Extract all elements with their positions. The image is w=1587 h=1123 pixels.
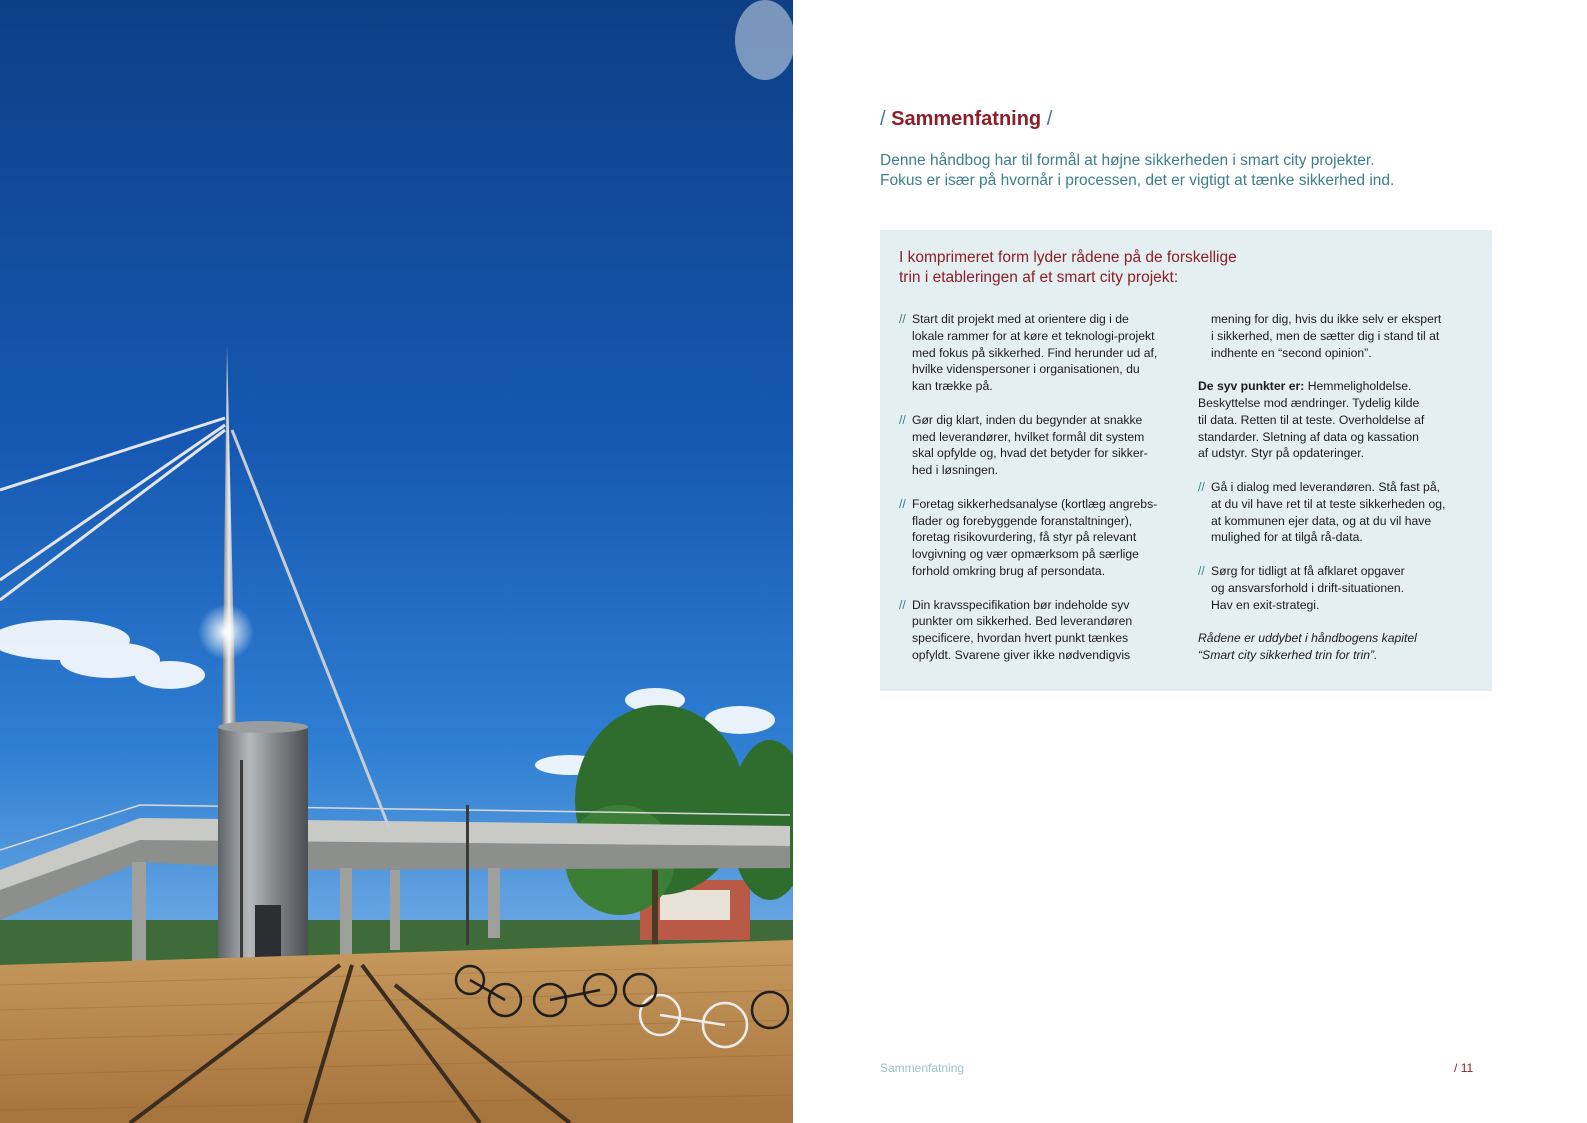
seven-points-line: standarder. Sletning af data og kassation xyxy=(1198,429,1419,444)
advice-line: Hav en exit-strategi. xyxy=(1211,597,1320,612)
bullet-mark: // xyxy=(1198,479,1205,494)
advice-line: indhente en “second opinion”. xyxy=(1211,345,1372,360)
seven-points-label: De syv punkter er: xyxy=(1198,379,1305,394)
advice-line: kan trække på. xyxy=(912,379,993,394)
advice-line: Start dit projekt med at orientere dig i de xyxy=(912,312,1129,326)
advice-item xyxy=(899,412,1184,479)
advice-line: i sikkerhed, men de sætter dig i stand til at xyxy=(1211,328,1440,343)
box-title-line: trin i etableringen af et smart city projekt: xyxy=(899,269,1179,286)
title-text: Sammenfatning xyxy=(891,108,1042,130)
advice-line: at kommunen ejer data, og at du vil have xyxy=(1211,513,1432,528)
summary-column-right xyxy=(1198,311,1483,664)
summary-box-title xyxy=(899,248,1399,288)
bullet-mark: // xyxy=(899,597,906,612)
chapter-reference-note xyxy=(1198,630,1483,664)
advice-item xyxy=(1198,563,1483,613)
sun-flare xyxy=(198,604,254,660)
page-number-value: 11 xyxy=(1460,1061,1474,1075)
lamp-post xyxy=(240,760,243,960)
advice-line: at du vil have ret til at teste sikkerheden og, xyxy=(1211,496,1446,511)
advice-line: Gå i dialog med leverandøren. Stå fast på, xyxy=(1211,479,1440,494)
summary-box xyxy=(880,230,1492,691)
advice-line: hvilke videnspersoner i organisationen, du xyxy=(912,362,1140,377)
cover-photo xyxy=(0,0,793,1123)
intro-paragraph xyxy=(880,151,1520,191)
running-footer-section: Sammenfatning xyxy=(880,1061,965,1075)
note-line: Rådene er uddybet i håndbogens kapitel xyxy=(1198,631,1417,646)
bullet-mark: // xyxy=(899,496,906,511)
seven-points-first: Hemmeligholdelse. xyxy=(1304,379,1412,394)
advice-line: flader og forebyggende foranstaltninger), xyxy=(912,513,1133,528)
advice-item xyxy=(899,311,1184,395)
note-line: “Smart city sikkerhed trin for trin”. xyxy=(1198,647,1378,662)
seven-points-paragraph xyxy=(1198,378,1483,462)
title-slash-open: / xyxy=(880,108,886,130)
advice-line: skal opfylde og, hvad det betyder for sikker- xyxy=(912,446,1148,461)
advice-line: Gør dig klart, inden du begynder at snakke xyxy=(912,412,1143,427)
advice-line: forhold omkring brug af persondata. xyxy=(912,563,1106,578)
advice-line: med fokus på sikkerhed. Find herunder ud af, xyxy=(912,345,1158,360)
advice-line: mening for dig, hvis du ikke selv er ekspert xyxy=(1211,312,1442,326)
advice-line: Din kravsspecifikation bør indeholde syv xyxy=(912,597,1130,612)
advice-line: punkter om sikkerhed. Bed leverandøren xyxy=(912,614,1133,629)
page-number xyxy=(1454,1061,1473,1075)
page-title xyxy=(880,108,1052,131)
intro-line: Fokus er især på hvornår i processen, det er vigtigt at tænke sikkerhed ind. xyxy=(880,172,1395,189)
page-number-slash: / xyxy=(1454,1061,1458,1075)
bullet-mark: // xyxy=(1198,563,1205,578)
text-page xyxy=(793,0,1587,1123)
advice-line: specificere, hvordan hvert punkt tænkes xyxy=(912,631,1129,646)
advice-item xyxy=(1198,479,1483,546)
advice-line: lokale rammer for at køre et teknologi-projekt xyxy=(912,328,1155,343)
advice-line: Sørg for tidligt at få afklaret opgaver xyxy=(1211,563,1405,578)
brick-plaza xyxy=(0,940,793,1123)
box-title-line: I komprimeret form lyder rådene på de forskellige xyxy=(899,249,1237,266)
summary-column-left xyxy=(899,311,1184,681)
seven-points-line: af udstyr. Styr på opdateringer. xyxy=(1198,446,1364,461)
seven-points-line: Beskyttelse mod ændringer. Tydelig kilde xyxy=(1198,395,1420,410)
advice-continuation xyxy=(1198,311,1483,361)
advice-line: og ansvarsforhold i drift-situationen. xyxy=(1211,580,1405,595)
advice-line: mulighed for at tilgå rå-data. xyxy=(1211,530,1363,545)
title-slash-close: / xyxy=(1046,108,1053,130)
advice-line: foretag risikovurdering, få styr på relevant xyxy=(912,530,1137,545)
bridge-photo-illustration xyxy=(0,0,793,1123)
intro-line: Denne håndbog har til formål at højne sikkerheden i smart city projekter. xyxy=(880,152,1375,169)
advice-item xyxy=(899,597,1184,664)
bullet-mark: // xyxy=(899,412,906,427)
advice-line: opfyldt. Svarene giver ikke nødvendigvis xyxy=(912,647,1131,662)
advice-line: Foretag sikkerhedsanalyse (kortlæg angrebs- xyxy=(912,496,1158,511)
seven-points-line: til data. Retten til at teste. Overholdelse af xyxy=(1198,412,1425,427)
elevator-door xyxy=(255,905,281,960)
advice-line: lovgivning og vær opmærksom på særlige xyxy=(912,547,1139,562)
advice-line: hed i løsningen. xyxy=(912,463,999,478)
advice-line: med leverandører, hvilket formål dit system xyxy=(912,429,1145,444)
bullet-mark: // xyxy=(899,312,906,326)
advice-item xyxy=(899,496,1184,580)
